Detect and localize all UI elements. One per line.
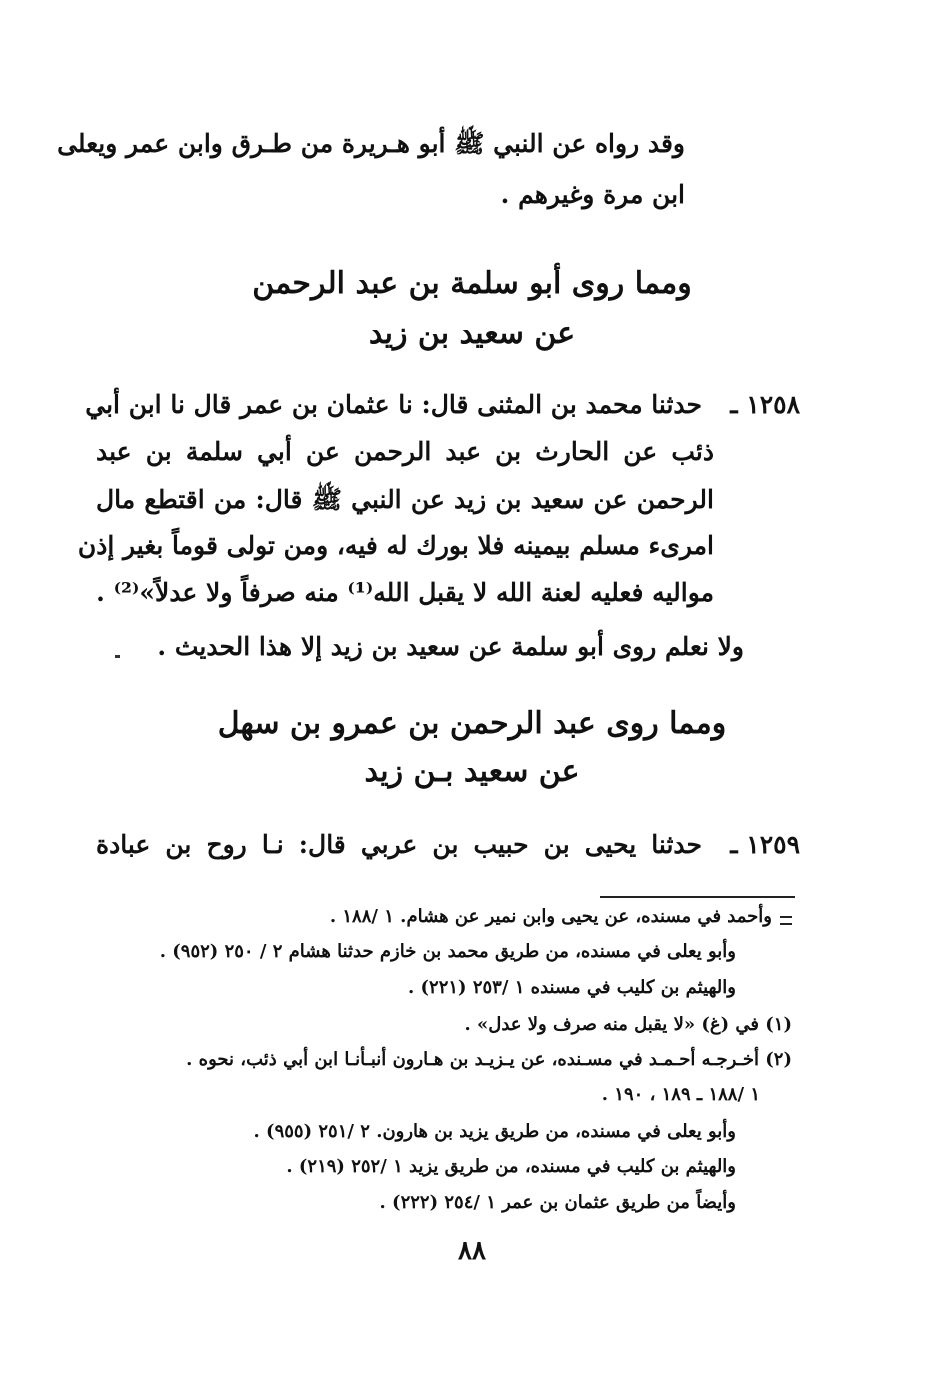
- footnote-cont-line-1: وأحمد في مسنده، عن يحيى وابن نمير عن هشام. ١ /١٨٨ .: [329, 906, 772, 927]
- hadith-1258-line-3: الرحمن عن سعيد بن زيد عن النبي ﷺ قال: من اقتطع مال: [96, 485, 714, 514]
- print-speck: [115, 655, 120, 658]
- continuation-line-1: وقد رواه عن النبي ﷺ أبو هـريرة من طـرق وابن عمر ويعلى: [57, 129, 685, 158]
- continuation-line-2: ابن مرة وغيرهم .: [500, 180, 685, 209]
- footnote-2-line-4: والهيثم بن كليب في مسنده، من طريق يزيد ١ /٢٥٢ (٢١٩) .: [286, 1156, 736, 1177]
- hadith-1259-line-1: حدثنا يحيى بن حبيب بن عربي قال: نـا روح بن عبادة: [96, 830, 702, 859]
- section-2-title-line-1: ومما روى عبد الرحمن بن عمرو بن سهل: [217, 706, 727, 741]
- footnote-2-line-3: وأبو يعلى في مسنده، من طريق يزيد بن هارون. ٢ /٢٥١ (٩٥٥) .: [253, 1121, 736, 1142]
- section-1-title-line-2: عن سعيد بن زيد: [368, 316, 576, 351]
- hadith-1258-line-1: حدثنا محمد بن المثنى قال: نا عثمان بن عمر قال نا ابن أبي: [85, 390, 702, 419]
- hadith-1258-note: ولا نعلم روى أبو سلمة عن سعيد بن زيد إلا هذا الحديث .: [157, 632, 744, 661]
- hadith-1258-line-2: ذئب عن الحارث بن عبد الرحمن عن أبي سلمة بن عبد: [96, 437, 714, 466]
- footnote-2-line-5: وأيضاً من طريق عثمان بن عمر ١ /٢٥٤ (٢٢٢) .: [379, 1192, 736, 1213]
- footnote-cont-line-3: والهيثم بن كليب في مسنده ١ /٢٥٣ (٢٢١) .: [407, 977, 736, 998]
- footnote-cont-line-2: وأبو يعلى في مسنده، من طريق محمد بن خازم حدثنا هشام ٢ / ٢٥٠ (٩٥٢) .: [159, 941, 736, 962]
- section-2-title-line-2: عن سعيد بـن زيد: [364, 754, 580, 789]
- section-1-title-line-1: ومما روى أبو سلمة بن عبد الرحمن: [252, 266, 692, 301]
- page-number: ٨٨: [458, 1236, 486, 1266]
- footnote-2-line-2: ١ /١٨٨ ـ ١٨٩ ، ١٩٠ .: [601, 1084, 760, 1105]
- footnote-continuation-mark: [780, 916, 792, 918]
- hadith-1258-number: ١٢٥٨ ـ: [730, 390, 800, 419]
- footnote-2-line-1: (٢) أخـرجـه أحـمـد في مسـنده، عن يـزيـد بن هـارون أنبـأنـا ابن أبي ذئب، نحوه .: [186, 1049, 792, 1070]
- footnote-separator: [600, 896, 795, 898]
- hadith-1259-number: ١٢٥٩ ـ: [730, 830, 800, 859]
- footnote-1: (١) في (غ) «لا يقبل منه صرف ولا عدل» .: [464, 1014, 792, 1035]
- hadith-1258-line-5: مواليه فعليه لعنة الله لا يقبل الله⁽¹⁾ منه صرفاً ولا عدلاً»⁽²⁾ .: [96, 578, 714, 607]
- hadith-1258-line-4: امرىء مسلم بيمينه فلا بورك له فيه، ومن تولى قوماً بغير إذن: [77, 531, 714, 560]
